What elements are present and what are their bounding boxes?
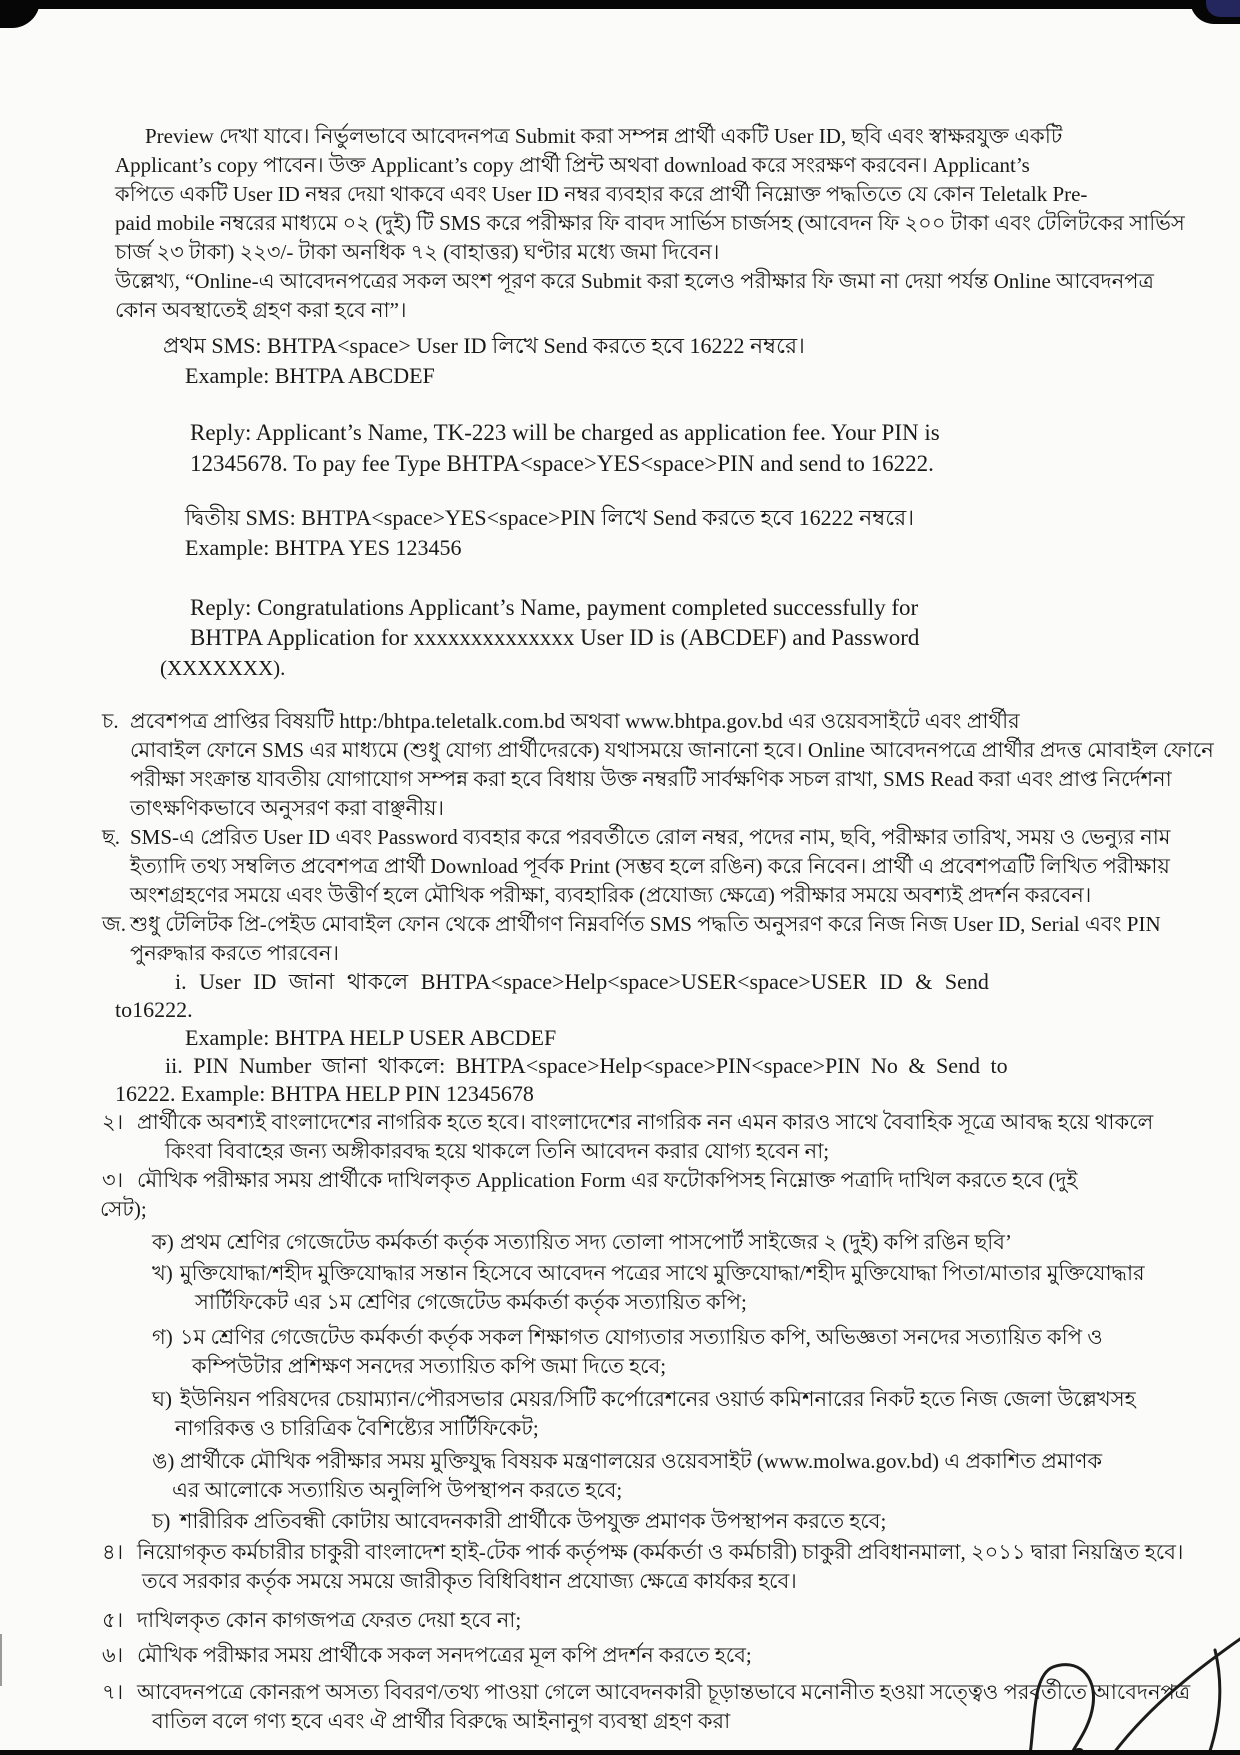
text-line: প্রবেশপত্র প্রাপ্তির বিষয়টি http:/bhtpa.teletalk.com.bd অথবা www.bhtpa.gov.bd এর ওয়েবসাইটে এবং প্রার্থীর xyxy=(130,709,1020,733)
item-7-label: ৭। xyxy=(102,1680,124,1704)
text-line: Example: BHTPA YES 123456 xyxy=(185,535,462,560)
item-5-label: ৫। xyxy=(102,1608,124,1632)
text-line: কিংবা বিবাহের জন্য অঙ্গীকারবদ্ধ হয়ে থাকলে তিনি আবেদন করার যোগ্য হবেন না; xyxy=(165,1139,830,1163)
item-2 xyxy=(102,1108,1154,1166)
sub-item-ka xyxy=(152,1228,1135,1257)
item-cha-lines xyxy=(130,707,1214,823)
text-line: কম্পিউটার প্রশিক্ষণ সনদের সত্যায়িত কপি জমা দিতে হবে; xyxy=(192,1354,667,1378)
sub-item-ka-label: ক) xyxy=(152,1230,174,1254)
sms-second-instruction xyxy=(185,503,1135,563)
text-line: to16222. xyxy=(115,997,193,1022)
scan-left-tick xyxy=(0,1634,2,1686)
sub-item-gha xyxy=(152,1385,1136,1443)
item-cha-label: চ. xyxy=(102,709,119,733)
sub-item-gha-label: ঘ) xyxy=(152,1387,172,1411)
text-line: মৌখিক পরীক্ষার সময় প্রার্থীকে দাখিলকৃত Application Form এর ফটোকপিসহ নিম্নোক্ত পত্রাদি দাখিল করতে হবে (দুই xyxy=(137,1168,1078,1192)
text-line: চার্জ ২৩ টাকা) ২২৩/- টাকা অনধিক ৭২ (বাহাত্তর) ঘণ্টার মধ্যে জমা দিবেন। xyxy=(115,240,720,264)
item-cha xyxy=(102,707,1214,823)
sub-item-kha-label: খ) xyxy=(152,1261,173,1285)
item-2-lines xyxy=(137,1108,1154,1166)
text-line: উল্লেখ্য, “Online-এ আবেদনপত্রের সকল অংশ পূরণ করে Submit করা হলেও পরীক্ষার ফি জমা না দেয়া পর্যন্ত Online আবেদনপত্র xyxy=(115,269,1154,293)
sub-item-ungo-label: ঙ) xyxy=(152,1449,175,1473)
item-ja xyxy=(102,910,1161,968)
sms-second-reply xyxy=(160,593,1135,683)
text-line: Example: BHTPA HELP USER ABCDEF xyxy=(185,1025,557,1050)
help-user-id xyxy=(115,968,1135,1024)
text-line: ii. PIN Number জানা থাকলে: BHTPA<space>Help<space>PIN<space>PIN No & Send to xyxy=(165,1053,1008,1078)
item-ja-label: জ. xyxy=(102,912,127,936)
text-line: নিয়োগকৃত কর্মচারীর চাকুরী বাংলাদেশ হাই-টেক পার্ক কর্তৃপক্ষ (কর্মকর্তা ও কর্মচারী) চাকুরী প্রবিধানমালা, ২০১১ দ্বারা নিয়ন্ত্রিত হবে। xyxy=(137,1540,1184,1564)
text-line: প্রথম শ্রেণির গেজেটেড কর্মকর্তা কর্তৃক সত্যায়িত সদ্য তোলা পাসপোর্ট সাইজের ২ (দুই) কপি রঙিন ছবি’ xyxy=(180,1230,1012,1254)
sub-item-ungo-lines xyxy=(172,1447,1135,1505)
text-line: i. User ID জানা থাকলে BHTPA<space>Help<space>USER<space>USER ID & Send xyxy=(175,969,989,994)
sub-item-ka-lines xyxy=(180,1228,1135,1257)
text-line: মৌখিক পরীক্ষার সময় প্রার্থীকে সকল সনদপত্রের মূল কপি প্রদর্শন করতে হবে; xyxy=(137,1643,752,1667)
item-2-label: ২। xyxy=(102,1110,124,1134)
text-line: মুক্তিযোদ্ধা/শহীদ মুক্তিযোদ্ধার সন্তান হিসেবে আবেদন পত্রের সাথে মুক্তিযোদ্ধা/শহীদ মুক্তিযোদ্ধা পিতা/মাতার মুক্তিযোদ্ধার xyxy=(180,1261,1145,1285)
text-line: ইউনিয়ন পরিষদের চেয়াম্যান/পৌরসভার মেয়র/সিটি কর্পোরেশনের ওয়ার্ড কমিশনারের নিকট হতে নিজ জেলা উল্লেখসহ xyxy=(180,1387,1136,1411)
text-line: অংশগ্রহণের সময়ে এবং উত্তীর্ণ হলে মৌখিক পরীক্ষা, ব্যবহারিক (প্রযোজ্য ক্ষেত্রে) পরীক্ষার সময়ে অবশ্যই প্রদর্শন করবেন। xyxy=(130,883,1092,907)
paragraph-intro xyxy=(115,122,1185,325)
sub-item-cho xyxy=(152,1507,1135,1536)
item-3-label: ৩। xyxy=(102,1168,124,1192)
document-body xyxy=(100,122,1214,1736)
text-line: Reply: Applicant’s Name, TK-223 will be charged as application fee. Your PIN is xyxy=(190,420,940,445)
text-line: সেট); xyxy=(100,1197,147,1221)
text-line: তাৎক্ষণিকভাবে অনুসরণ করা বাঞ্ছনীয়। xyxy=(130,796,445,820)
scan-edge-bottom xyxy=(0,1750,1240,1755)
scan-edge-top xyxy=(0,0,1240,9)
sub-item-ga-lines xyxy=(180,1323,1135,1381)
text-line: ১ম শ্রেণির গেজেটেড কর্মকর্তা কর্তৃক সকল শিক্ষাগত যোগ্যতার সত্যায়িত কপি, অভিজ্ঞতা সনদের সত্যায়িত কপি ও xyxy=(180,1325,1103,1349)
item-chha xyxy=(102,823,1171,910)
text-line: এর আলোকে সত্যায়িত অনুলিপি উপস্থাপন করতে হবে; xyxy=(172,1478,623,1502)
text-line: দ্বিতীয় SMS: BHTPA<space>YES<space>PIN লিখে Send করতে হবে 16222 নম্বরে। xyxy=(185,505,915,530)
item-4 xyxy=(102,1538,1184,1596)
text-line: মোবাইল ফোনে SMS এর মাধ্যমে (শুধু যোগ্য প্রার্থীদেরকে) যথাসময়ে জানানো হবে। Online আবেদনপত্রে প্রার্থীর প্রদত্ত মোবাইল ফোনে xyxy=(130,738,1214,762)
sub-item-ungo xyxy=(152,1447,1135,1505)
text-line: কপিতে একটি User ID নম্বর দেয়া থাকবে এবং User ID নম্বর ব্যবহার করে প্রার্থী নিম্নোক্ত পদ্ধতিতে যে কোন Teletalk Pre- xyxy=(115,182,1088,206)
text-line: প্রার্থীকে অবশ্যই বাংলাদেশের নাগরিক হতে হবে। বাংলাদেশের নাগরিক নন এমন কারও সাথে বৈবাহিক সূত্রে আবদ্ধ হয়ে থাকলে xyxy=(137,1110,1154,1134)
item-3-lines xyxy=(100,1166,1135,1224)
sub-item-ga-label: গ) xyxy=(152,1325,173,1349)
text-line: SMS-এ প্রেরিত User ID এবং Password ব্যবহার করে পরবর্তীতে রোল নম্বর, পদের নাম, ছবি, পরীক্ষার তারিখ, সময় ও ভেন্যুর নাম xyxy=(130,825,1171,849)
text-line: পরীক্ষা সংক্রান্ত যাবতীয় যোগাযোগ সম্পন্ন করা হবে বিধায় উক্ত নম্বরটি সার্বক্ষণিক সচল রাখা, SMS Read করা এবং প্রাপ্ত নির্দেশনা xyxy=(130,767,1172,791)
sub-item-cho-label: চ) xyxy=(152,1509,171,1533)
text-line: 12345678. To pay fee Type BHTPA<space>YES<space>PIN and send to 16222. xyxy=(190,451,934,476)
text-line: সার্টিফিকেট এর ১ম শ্রেণির গেজেটেড কর্মকর্তা কর্তৃক সত্যায়িত কপি; xyxy=(195,1290,747,1314)
sub-item-kha-lines xyxy=(180,1259,1145,1317)
text-line: কোন অবস্থাতেই গ্রহণ করা হবে না”। xyxy=(115,298,407,322)
signature-scrawl-icon xyxy=(985,1623,1240,1755)
sub-item-gha-lines xyxy=(175,1385,1136,1443)
sms-first-reply xyxy=(190,417,1135,479)
text-line: Applicant’s copy পাবেন। উক্ত Applicant’s copy প্রার্থী প্রিন্ট অথবা download করে সংরক্ষণ করবেন। Applicant’s xyxy=(115,153,1030,177)
item-4-lines xyxy=(137,1538,1184,1596)
help-user-example xyxy=(185,1024,1135,1052)
text-line: ইত্যাদি তথ্য সম্বলিত প্রবেশপত্র প্রার্থী Download পূর্বক Print (সম্ভব হলে রঙিন) করে নিবেন। প্রার্থী এ প্রবেশপত্রটি লিখিত পরীক্ষায় xyxy=(130,854,1170,878)
sub-item-ga xyxy=(152,1323,1135,1381)
help-pin xyxy=(115,1052,1135,1108)
text-line: Example: BHTPA ABCDEF xyxy=(185,363,435,388)
text-line: শারীরিক প্রতিবন্ধী কোটায় আবেদনকারী প্রার্থীকে উপযুক্ত প্রমাণক উপস্থাপন করতে হবে; xyxy=(180,1509,887,1533)
text-line: আবেদনপত্রে কোনরূপ অসত্য বিবরণ/তথ্য পাওয়া গেলে আবেদনকারী চূড়ান্তভাবে মনোনীত হওয়া সত্ত্বেও পরবর্তীতে আবেদনপত্র xyxy=(137,1680,1191,1704)
text-line: Reply: Congratulations Applicant’s Name, payment completed successfully for xyxy=(190,595,919,620)
item-4-label: ৪। xyxy=(102,1540,124,1564)
sms-first-instruction xyxy=(163,331,1135,391)
text-line: Preview দেখা যাবে। নির্ভুলভাবে আবেদনপত্র Submit করা সম্পন্ন প্রার্থী একটি User ID, ছবি এবং স্বাক্ষরযুক্ত একটি xyxy=(145,124,1063,148)
text-line: শুধু টেলিটক প্রি-পেইড মোবাইল ফোন থেকে প্রার্থীগণ নিম্নবর্ণিত SMS পদ্ধতি অনুসরণ করে নিজ নিজ User ID, Serial এবং PIN xyxy=(130,912,1161,936)
item-3 xyxy=(100,1166,1135,1224)
text-line: বাতিল বলে গণ্য হবে এবং ঐ প্রার্থীর বিরুদ্ধে আইনানুগ ব্যবস্থা গ্রহণ করা xyxy=(152,1709,731,1733)
text-line: তবে সরকার কর্তৃক সময়ে সময়ে জারীকৃত বিধিবিধান প্রযোজ্য ক্ষেত্রে কার্যকর হবে। xyxy=(142,1569,797,1593)
sub-item-cho-lines xyxy=(180,1507,1135,1536)
item-ja-lines xyxy=(130,910,1161,968)
text-line: প্রার্থীকে মৌখিক পরীক্ষার সময় মুক্তিযুদ্ধ বিষয়ক মন্ত্রণালয়ের ওয়েবসাইট (www.molwa.gov.bd) এ প্রকাশিত প্রমাণক xyxy=(180,1449,1103,1473)
text-line: BHTPA Application for xxxxxxxxxxxxxx User ID is (ABCDEF) and Password xyxy=(190,625,920,650)
text-line: দাখিলকৃত কোন কাগজপত্র ফেরত দেয়া হবে না; xyxy=(137,1608,522,1632)
sub-item-kha xyxy=(152,1259,1145,1317)
text-line: 16222. Example: BHTPA HELP PIN 12345678 xyxy=(115,1081,534,1106)
text-line: নাগরিকত্ত ও চারিত্রিক বৈশিষ্ট্যের সার্টিফিকেট; xyxy=(175,1416,539,1440)
item-chha-label: ছ. xyxy=(102,825,120,849)
text-line: (XXXXXXX). xyxy=(160,656,286,680)
text-line: প্রথম SMS: BHTPA<space> User ID লিখে Send করতে হবে 16222 নম্বরে। xyxy=(163,333,805,358)
scan-corner-blob xyxy=(1206,0,1240,17)
item-chha-lines xyxy=(130,823,1171,910)
item-6-label: ৬। xyxy=(102,1643,124,1667)
text-line: paid mobile নম্বরের মাধ্যমে ০২ (দুই) টি SMS করে পরীক্ষার ফি বাবদ সার্ভিস চার্জসহ (আবেদন ফি ২০০ টাকা এবং টেলিটকের সার্ভিস xyxy=(115,211,1185,235)
text-line: পুনরুদ্ধার করতে পারবেন। xyxy=(130,941,339,965)
